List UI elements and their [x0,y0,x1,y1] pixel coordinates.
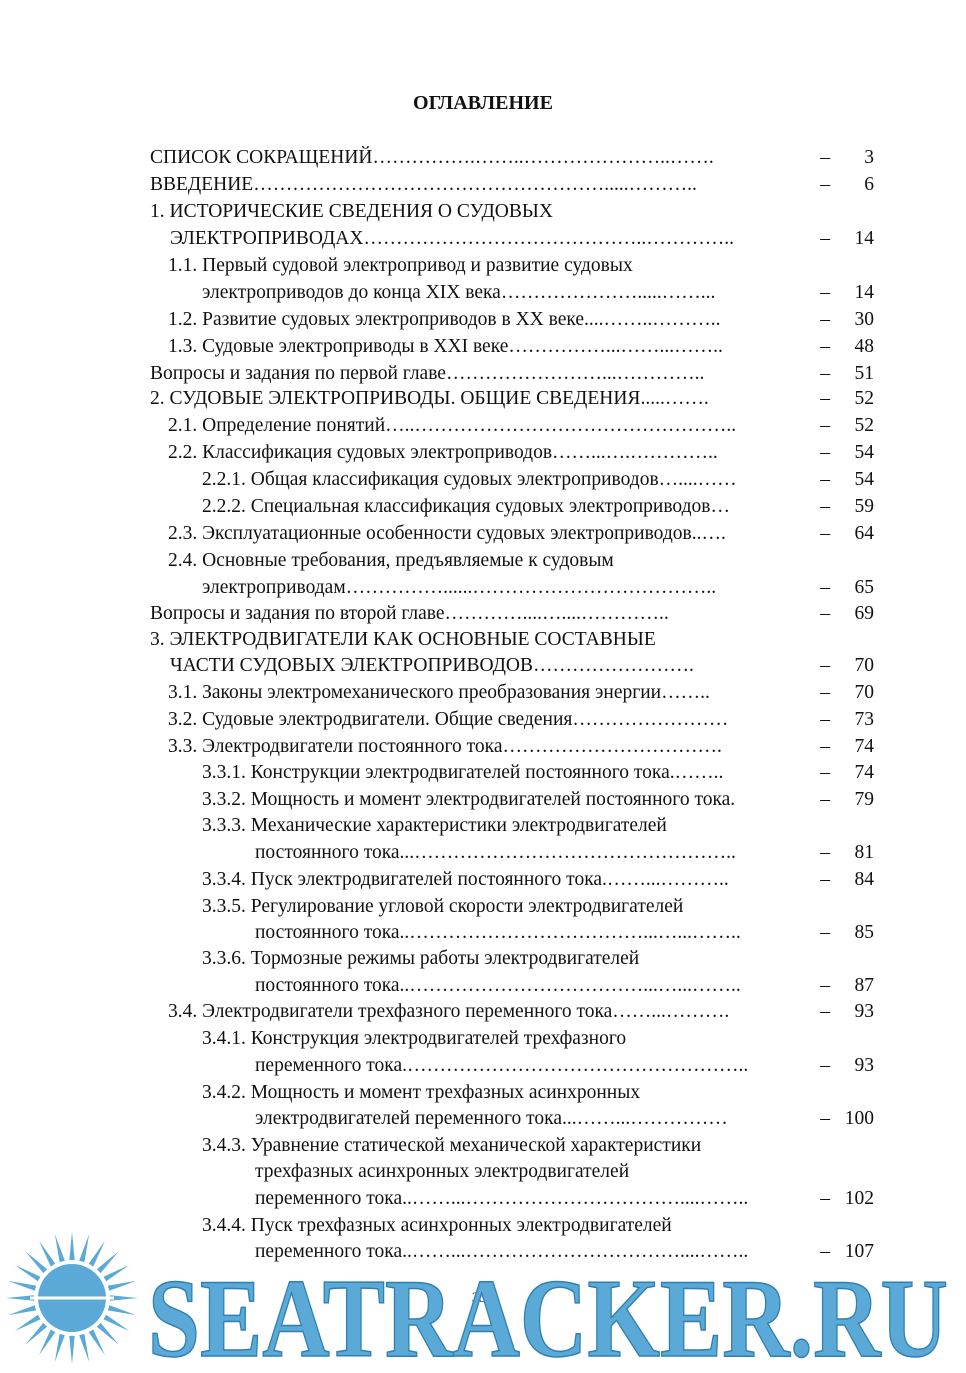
toc-entry: 3.4.2. Мощность и момент трехфазных асинхронных [202,1082,641,1103]
toc-entry: 3.3.6. Тормозные режимы работы электродвигателей [202,948,640,969]
toc-entry: Вопросы и задания по второй главе…………....…....………….. – 69 [150,603,874,624]
toc-entry: Вопросы и задания по первой главе……………………...………….. – 51 [150,363,874,384]
toc-entry: 2. СУДОВЫЕ ЭЛЕКТРОПРИВОДЫ. ОБЩИЕ СВЕДЕНИЯ.....……. – 52 [150,388,874,409]
toc-entry: 1.3. Судовые электроприводы в XXI веке……………...……...…….. – 48 [168,336,874,357]
watermark [0,1232,966,1368]
toc-entry: постоянного тока..………………………………...…...…….. – 87 [255,975,874,996]
toc-entry: 3.4. Электродвигатели трехфазного переменного тока……...………. – 93 [168,1001,874,1022]
toc-entry: 2.4. Основные требования, предъявляемые к судовым [168,550,614,571]
toc-entry: электроприводам……………......……………………………….. – 65 [202,577,874,598]
toc-entry: переменного тока..……...……………………………....…….. – 102 [255,1188,874,1209]
page-title: ОГЛАВЛЕНИЕ [413,92,553,114]
toc-entry: 3.3.5. Регулирование угловой скорости электродвигателей [202,896,684,917]
watermark-graphic [0,1232,966,1368]
toc-entry: 2.3. Эксплуатационные особенности судовых электроприводов..…. – 64 [168,523,874,544]
toc-entry: 3.4.3. Уравнение статической механической характеристики [202,1135,702,1156]
toc-entry: 3.3.3. Механические характеристики электродвигателей [202,815,667,836]
toc-entry: 3.1. Законы электромеханического преобразования энергии…….. – 70 [168,682,874,703]
toc-entry: 3.3. Электродвигатели постоянного тока……………………………. – 74 [168,736,874,757]
toc-entry: 3.2. Судовые электродвигатели. Общие сведения…………………… – 73 [168,709,874,730]
toc-entry: 3.3.2. Мощность и момент электродвигателей постоянного тока. – 79 [202,789,874,810]
watermark-text: SEATRACKER.RU [148,1257,948,1368]
page-number: 331 [471,1290,495,1306]
toc-entry: СПИСОК СОКРАЩЕНИЙ…………….……..…………………..……. – 3 [150,147,874,168]
toc-entry: ВВЕДЕНИЕ……………………………………………….....……….. – 6 [150,174,874,195]
toc-entry: переменного тока..……...……………………………....…….. – 107 [255,1241,874,1262]
toc-entry: 1. ИСТОРИЧЕСКИЕ СВЕДЕНИЯ О СУДОВЫХ [150,201,553,222]
toc-entry: ЭЛЕКТРОПРИВОДАХ……………………………………..………….. – 14 [170,228,874,249]
toc-entry: постоянного тока..………………………………...…...…….. – 85 [255,922,874,943]
toc-entry: трехфазных асинхронных электродвигателей [255,1161,630,1182]
toc-entry: 3.3.4. Пуск электродвигателей постоянного тока.……...……….. – 84 [202,869,874,890]
toc-entry: 2.1. Определение понятий…..………………………………………….. – 52 [168,415,874,436]
sun-icon [6,1232,138,1364]
toc-entry: 2.2.2. Специальная классификация судовых электроприводов… – 59 [202,496,874,517]
toc-entry: 3.3.1. Конструкции электродвигателей постоянного тока.…….. – 74 [202,762,874,783]
toc-entry: электродвигателей переменного тока...……...…………… – 100 [255,1108,874,1129]
toc-entry: электроприводов до конца XIX века………………….....……... – 14 [202,282,874,303]
toc-entry: 1.2. Развитие судовых электроприводов в XX веке....……..……….. – 30 [168,309,874,330]
toc-entry: 3.4.1. Конструкция электродвигателей трехфазного [202,1028,627,1049]
toc-entry: переменного тока.…………………………………………….. – 93 [255,1055,874,1076]
toc-entry: 2.2. Классификация судовых электроприводов……...….………….. – 54 [168,442,874,463]
toc-entry: 1.1. Первый судовой электропривод и развитие судовых [168,255,633,276]
toc-entry: 2.2.1. Общая классификация судовых электроприводов…....…… – 54 [202,469,874,490]
toc-entry: 3. ЭЛЕКТРОДВИГАТЕЛИ КАК ОСНОВНЫЕ СОСТАВНЫЕ [150,629,656,650]
toc-entry: 3.4.4. Пуск трехфазных асинхронных электродвигателей [202,1215,672,1236]
toc-entry: постоянного тока...………………………………………….. – 81 [255,842,874,863]
toc-entry: ЧАСТИ СУДОВЫХ ЭЛЕКТРОПРИВОДОВ……………………. – 70 [170,655,874,676]
